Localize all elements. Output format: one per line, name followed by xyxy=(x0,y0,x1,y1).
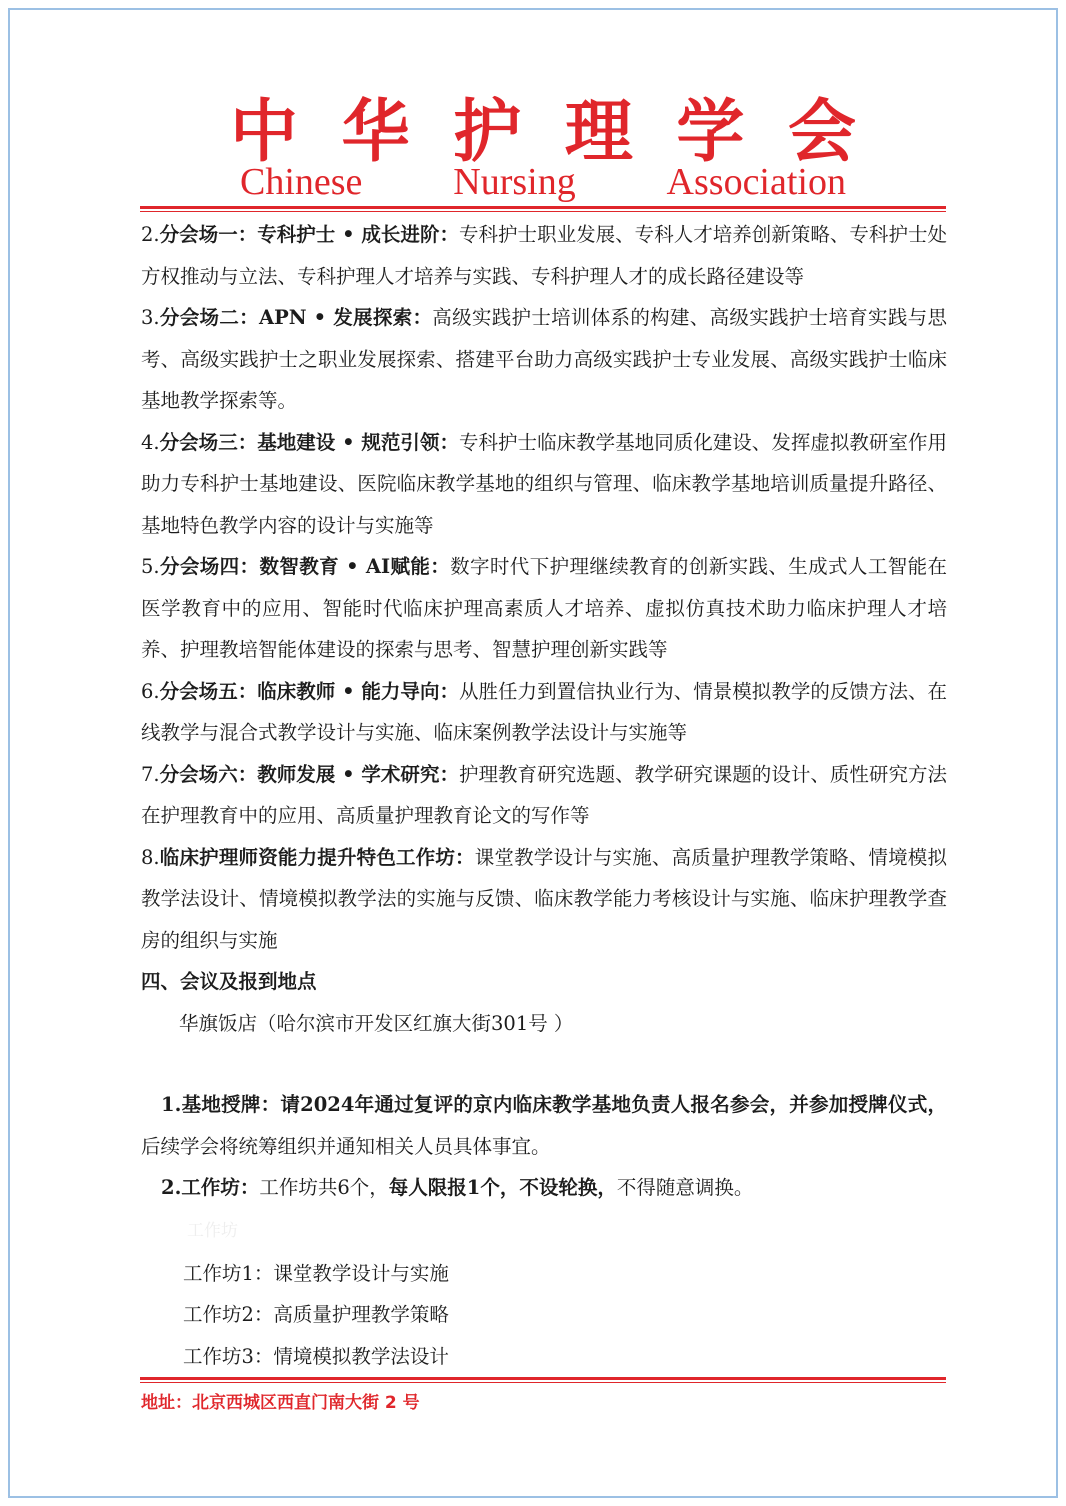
session-title: 分会场五：临床教师 • 能力导向： xyxy=(159,679,459,703)
session-item: 3.分会场二：APN • 发展探索：高级实践护士培训体系的构建、高级实践护士培育实践与思考、高级实践护士之职业发展探索、搭建平台助力高级实践护士专业发展、高级实践护士临床基地教学探索等。 xyxy=(141,306,947,412)
spacer xyxy=(141,1044,947,1084)
session-title: 分会场二：APN • 发展探索： xyxy=(159,306,433,329)
session-text: 高级实践护士培训体系的构建、高级实践护士培育实践与思考、高级实践护士之职业发展探索、搭建平台助力高级实践护士专业发展、高级实践护士临床基地教学探索等。 xyxy=(141,306,947,412)
session-title: 分会场一：专科护士 • 成长进阶： xyxy=(159,223,459,246)
letterhead-word: Association xyxy=(666,161,846,203)
document-body xyxy=(141,214,947,1377)
letterhead-english-name xyxy=(140,160,946,204)
session-text: 数字时代下护理继续教育的创新实践、生成式人工智能在医学教育中的应用、智能时代临床护理高素质人才培养、虚拟仿真技术助力临床护理人才培养、护理教培智能体建设的探索与思考、智慧护理创新实践等 xyxy=(141,555,947,661)
session-item: 5.分会场四：数智教育 • AI赋能：数字时代下护理继续教育的创新实践、生成式人工智能在医学教育中的应用、智能时代临床护理高素质人才培养、虚拟仿真技术助力临床护理人才培养、护理教培智能体建设的探索与思考、智慧护理创新实践等 xyxy=(141,555,947,661)
letterhead-word: Chinese xyxy=(240,161,363,203)
letterhead-char: 中 xyxy=(230,93,299,172)
session-text: 专科护士临床教学基地同质化建设、发挥虚拟教研室作用助力专科护士基地建设、医院临床教学基地的组织与管理、临床教学基地培训质量提升路径、基地特色教学内容的设计与实施等 xyxy=(141,430,947,537)
header-rule xyxy=(140,206,946,209)
session-item: 7.分会场六：教师发展 • 学术研究：护理教育研究选题、教学研究课题的设计、质性研究方法在护理教育中的应用、高质量护理教育论文的写作等 xyxy=(141,762,947,827)
session-item: 8.临床护理师资能力提升特色工作坊：课堂教学设计与实施、高质量护理教学策略、情境模拟教学法设计、情境模拟教学法的实施与反馈、临床教学能力考核设计与实施、临床护理教学查房的组织与实施 xyxy=(141,845,947,952)
footer-rule xyxy=(140,1377,946,1380)
session-title: 分会场四：数智教育 • AI赋能： xyxy=(159,555,451,578)
session-item: 6.分会场五：临床教师 • 能力导向：从胜任力到置信执业行为、情景模拟教学的反馈方法、在线教学与混合式教学设计与实施、临床案例教学法设计与实施等 xyxy=(141,679,947,744)
session-text: 专科护士职业发展、专科人才培养创新策略、专科护士处方权推动与立法、专科护理人才培养与实践、专科护理人才的成长路径建设等 xyxy=(141,223,947,288)
footer-address: 地址：北京西城区西直门南大街 2 号 xyxy=(141,1393,420,1413)
workshop-item: 工作坊2：高质量护理教学策略 xyxy=(183,1303,449,1326)
letterhead-char: 会 xyxy=(787,93,856,172)
workshop-item: 工作坊3：情境模拟教学法设计 xyxy=(183,1344,449,1368)
letterhead-char: 理 xyxy=(564,93,633,172)
session-item: 4.分会场三：基地建设 • 规范引领：专科护士临床教学基地同质化建设、发挥虚拟教研室作用助力专科护士基地建设、医院临床教学基地的组织与管理、临床教学基地培训质量提升路径、基地特色教学内容的设计与实施等 xyxy=(141,430,947,537)
letterhead-char: 学 xyxy=(676,93,745,172)
session-text: 课堂教学设计与实施、高质量护理教学策略、情境模拟教学法设计、情境模拟教学法的实施与反馈、临床教学能力考核设计与实施、临床护理教学查房的组织与实施 xyxy=(141,845,947,952)
session-title: 分会场三：基地建设 • 规范引领： xyxy=(159,430,459,454)
session-title: 临床护理师资能力提升特色工作坊： xyxy=(159,845,475,869)
session-title: 分会场六：教师发展 • 学术研究： xyxy=(159,762,459,786)
workshop-item: 工作坊1：课堂教学设计与实施 xyxy=(183,1261,449,1285)
letterhead-char: 华 xyxy=(341,93,410,172)
footer-rule-thin xyxy=(140,1382,946,1383)
note-item: 1.基地授牌：请2024年通过复评的京内临床教学基地负责人报名参会，并参加授牌仪式，后续学会将统筹组织并通知相关人员具体事宜。 xyxy=(141,1093,947,1158)
letterhead-char: 护 xyxy=(453,93,522,172)
session-text: 从胜任力到置信执业行为、情景模拟教学的反馈方法、在线教学与混合式教学设计与实施、临床案例教学法设计与实施等 xyxy=(141,679,947,744)
header-rule-thin xyxy=(140,211,946,212)
section-heading: 四、会议及报到地点 xyxy=(141,970,317,993)
session-item: 2.分会场一：专科护士 • 成长进阶：专科护士职业发展、专科人才培养创新策略、专科护士处方权推动与立法、专科护理人才培养与实践、专科护理人才的成长路径建设等 xyxy=(141,223,947,288)
letterhead-word: Nursing xyxy=(453,161,576,203)
note-item: 2.工作坊：工作坊共6个，每人限报1个，不设轮换，不得随意调换。 xyxy=(161,1176,754,1199)
venue-text: 华旗饭店（哈尔滨市开发区红旗大街301号 ） xyxy=(179,1011,574,1035)
faint-label: 工作坊 xyxy=(187,1220,238,1241)
session-text: 护理教育研究选题、教学研究课题的设计、质性研究方法在护理教育中的应用、高质量护理教育论文的写作等 xyxy=(141,762,947,827)
